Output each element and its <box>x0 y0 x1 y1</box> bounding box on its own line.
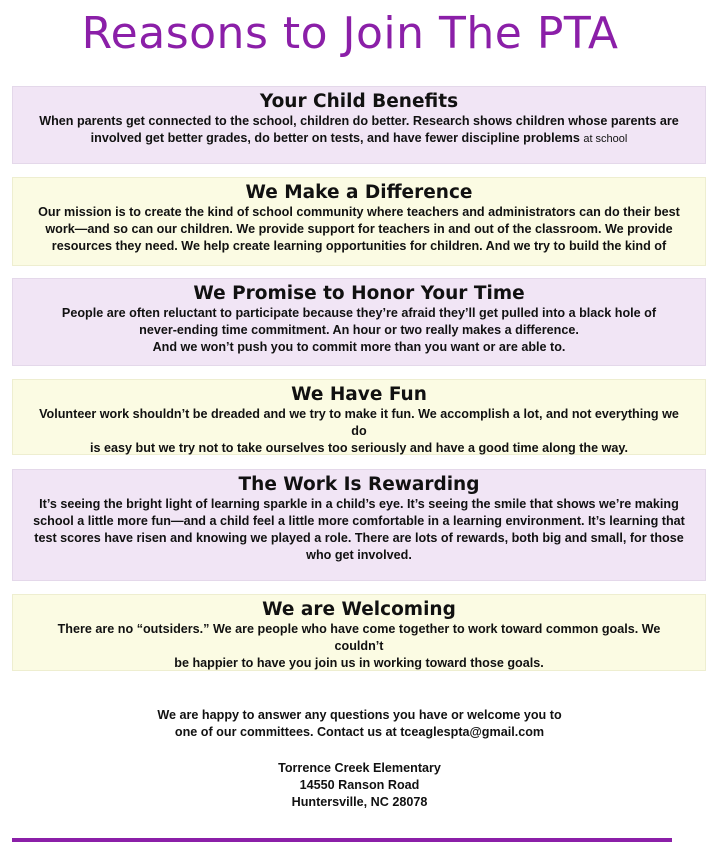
body-line: involved get better grades, do better on tests, and have fewer discipline problems <box>90 131 580 145</box>
body-line: When parents get connected to the school, children do better. Research shows children whose parents are <box>39 114 679 128</box>
school-name: Torrence Creek Elementary <box>278 761 441 775</box>
street-address: 14550 Ranson Road <box>299 778 420 792</box>
contact-line: We are happy to answer any questions you have or welcome you to <box>157 708 562 722</box>
section-body <box>13 406 705 457</box>
section-we-have-fun <box>12 379 706 455</box>
section-body <box>13 305 705 356</box>
section-we-make-a-difference <box>12 177 706 266</box>
body-line: never-ending time commitment. An hour or two really makes a difference. <box>139 323 579 337</box>
section-heading: We Make a Difference <box>245 182 473 203</box>
body-line-tail: at school <box>583 133 628 145</box>
body-line: resources they need. We help create learning opportunities for children. And we try to build the kind of <box>51 239 667 253</box>
city-state-zip: Huntersville, NC 28078 <box>291 795 428 809</box>
body-line: And we won’t push you to commit more than you want or are able to. <box>152 340 566 354</box>
body-line: school a little more fun—and a child feel a little more comfortable in a learning environment. It’s learning that <box>33 514 685 528</box>
body-line: be happier to have you join us in working toward those goals. <box>174 656 544 670</box>
section-heading: We Promise to Honor Your Time <box>193 283 525 304</box>
body-line: Our mission is to create the kind of school community where teachers and administrators can do their best <box>38 205 680 219</box>
body-line: It’s seeing the bright light of learning sparkle in a child’s eye. It’s seeing the smile that shows we’re making <box>39 497 679 511</box>
section-work-is-rewarding <box>12 469 706 581</box>
contact-block <box>0 707 719 741</box>
body-line: People are often reluctant to participate because they’re afraid they’ll get pulled into a black hole of <box>61 306 657 320</box>
section-body <box>13 496 705 564</box>
page-title: Reasons to Join The PTA <box>81 8 619 59</box>
body-line: is easy but we try not to take ourselves too seriously and have a good time along the way. <box>90 441 628 455</box>
body-line: There are no “outsiders.” We are people who have come together to work toward common goals. We couldn’t <box>57 622 661 653</box>
body-line: who get involved. <box>306 548 412 562</box>
section-we-are-welcoming <box>12 594 706 671</box>
section-body <box>13 621 705 672</box>
section-body <box>13 204 705 255</box>
footer-rule <box>12 838 672 842</box>
section-heading: The Work Is Rewarding <box>238 474 480 495</box>
section-body <box>13 113 705 148</box>
section-your-child-benefits <box>12 86 706 164</box>
body-line: work—and so can our children. We provide support for teachers in and out of the classroom. We provide <box>45 222 673 236</box>
body-line: test scores have risen and knowing we played a role. There are lots of rewards, both big and small, for those <box>34 531 684 545</box>
section-heading: Your Child Benefits <box>259 91 459 112</box>
section-heading: We are Welcoming <box>262 599 456 620</box>
contact-line: one of our committees. Contact us at tceaglespta@gmail.com <box>174 725 545 739</box>
section-honor-your-time <box>12 278 706 366</box>
body-line: Volunteer work shouldn’t be dreaded and we try to make it fun. We accomplish a lot, and not everything we do <box>39 407 679 438</box>
section-heading: We Have Fun <box>291 384 427 405</box>
address-block <box>0 760 719 811</box>
